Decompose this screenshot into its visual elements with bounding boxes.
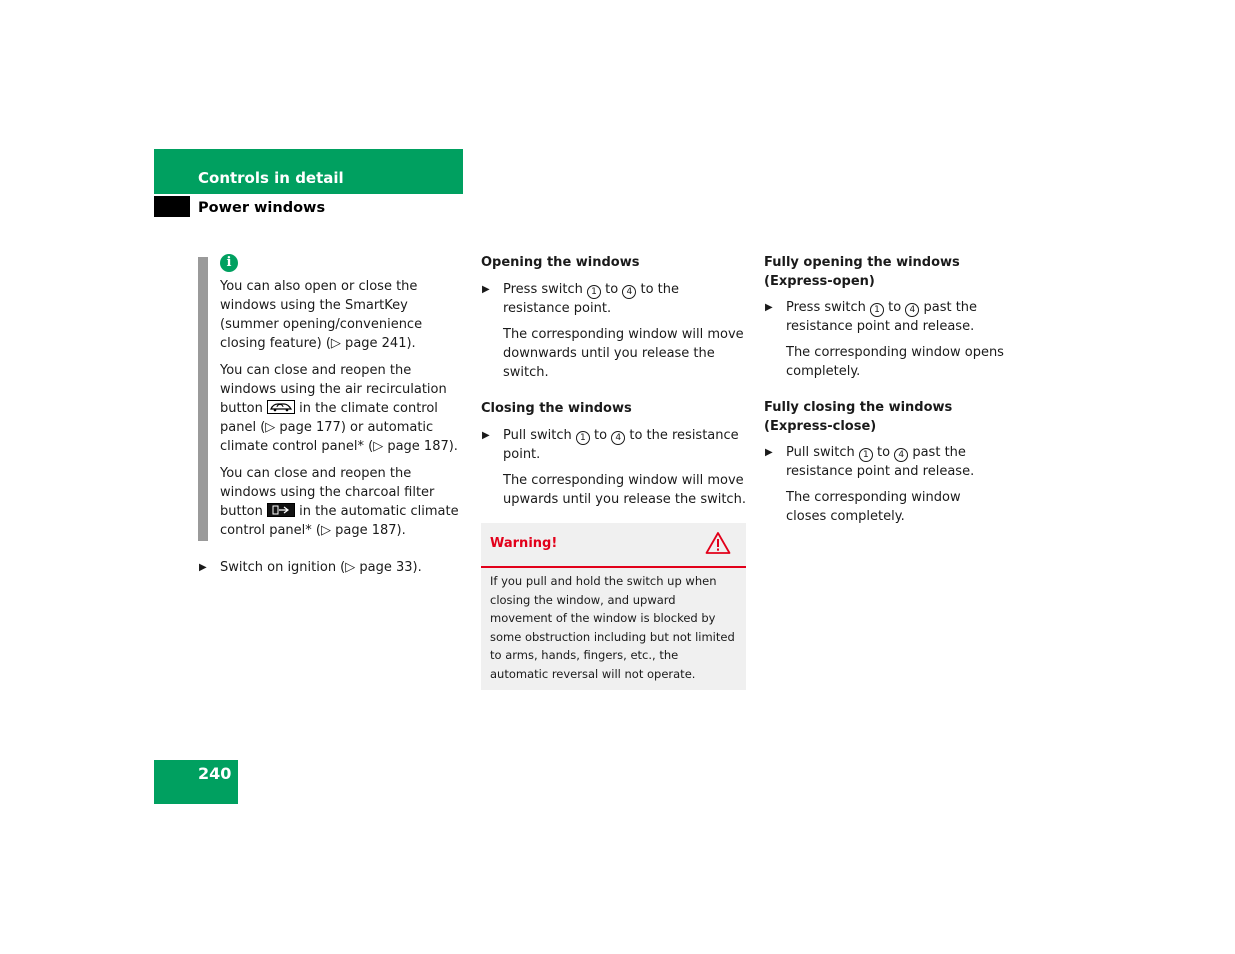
express-open-step: ▶ Press switch 1 to 4 past the resistance point and release. bbox=[765, 300, 978, 334]
warning-triangle-icon bbox=[705, 531, 731, 555]
switch-number-icon: 1 bbox=[870, 303, 884, 317]
express-open-heading: Fully opening the windows (Express-open) bbox=[764, 255, 960, 289]
express-column bbox=[764, 254, 1004, 526]
switch-number-icon: 4 bbox=[622, 285, 636, 299]
opening-step: ▶ Press switch 1 to 4 to the resistance point. bbox=[482, 281, 680, 316]
express-close-step: ▶ Pull switch 1 to 4 past the resistance point and release. bbox=[765, 445, 975, 479]
info-sidebar-bar bbox=[198, 257, 208, 541]
step-arrow-icon: ▶ bbox=[482, 283, 490, 295]
switch-number-icon: 4 bbox=[894, 448, 908, 462]
info-icon: i bbox=[220, 254, 238, 272]
info-paragraph: You can close and reopen the windows using the air recirculation button in the climate control panel (▷ page 177) or automatic climate control panel* (▷ page 187). bbox=[220, 363, 458, 454]
info-paragraph: You can also open or close the windows using the SmartKey (summer opening/convenience closing feature) (▷ page 241). bbox=[220, 279, 423, 351]
page-number: 240 bbox=[198, 764, 232, 783]
ignition-step: ▶ Switch on ignition (▷ page 33). bbox=[199, 560, 422, 575]
switch-number-icon: 1 bbox=[576, 431, 590, 445]
subsection-title: Power windows bbox=[198, 200, 326, 216]
step-arrow-icon: ▶ bbox=[199, 562, 207, 573]
info-note bbox=[220, 254, 465, 548]
express-open-result: The corresponding window opens completely. bbox=[786, 345, 1004, 379]
charcoal-filter-icon bbox=[267, 503, 295, 517]
closing-heading: Closing the windows bbox=[481, 400, 632, 416]
subsection-marker bbox=[154, 196, 190, 217]
warning-text: If you pull and hold the switch up when closing the window, and upward movement of the window is blocked by some obstruction including but not limited to arms, hands, fingers, etc., the automatic reversal will not operate. bbox=[490, 574, 735, 681]
closing-result: The corresponding window will move upwards until you release the switch. bbox=[503, 473, 746, 507]
express-close-result: The corresponding window closes completely. bbox=[786, 490, 961, 524]
closing-step: ▶ Pull switch 1 to 4 to the resistance point. bbox=[482, 428, 739, 462]
switch-number-icon: 4 bbox=[611, 431, 625, 445]
switch-number-icon: 1 bbox=[859, 448, 873, 462]
express-close-heading: Fully closing the windows (Express-close) bbox=[764, 400, 953, 434]
opening-closing-column bbox=[481, 254, 746, 509]
opening-result: The corresponding window will move downwards until you release the switch. bbox=[503, 326, 744, 380]
section-title: Controls in detail bbox=[198, 169, 344, 187]
air-recirculation-icon bbox=[267, 400, 295, 414]
switch-number-icon: 4 bbox=[905, 303, 919, 317]
step-arrow-icon: ▶ bbox=[765, 447, 773, 458]
step-arrow-icon: ▶ bbox=[765, 302, 773, 313]
warning-label: Warning! bbox=[490, 536, 558, 551]
step-arrow-icon: ▶ bbox=[482, 430, 490, 441]
switch-number-icon: 1 bbox=[587, 285, 601, 299]
opening-heading: Opening the windows bbox=[481, 255, 640, 270]
info-paragraph: You can close and reopen the windows using the charcoal filter button in the automatic climate control panel* (▷ page 187). bbox=[220, 466, 459, 538]
